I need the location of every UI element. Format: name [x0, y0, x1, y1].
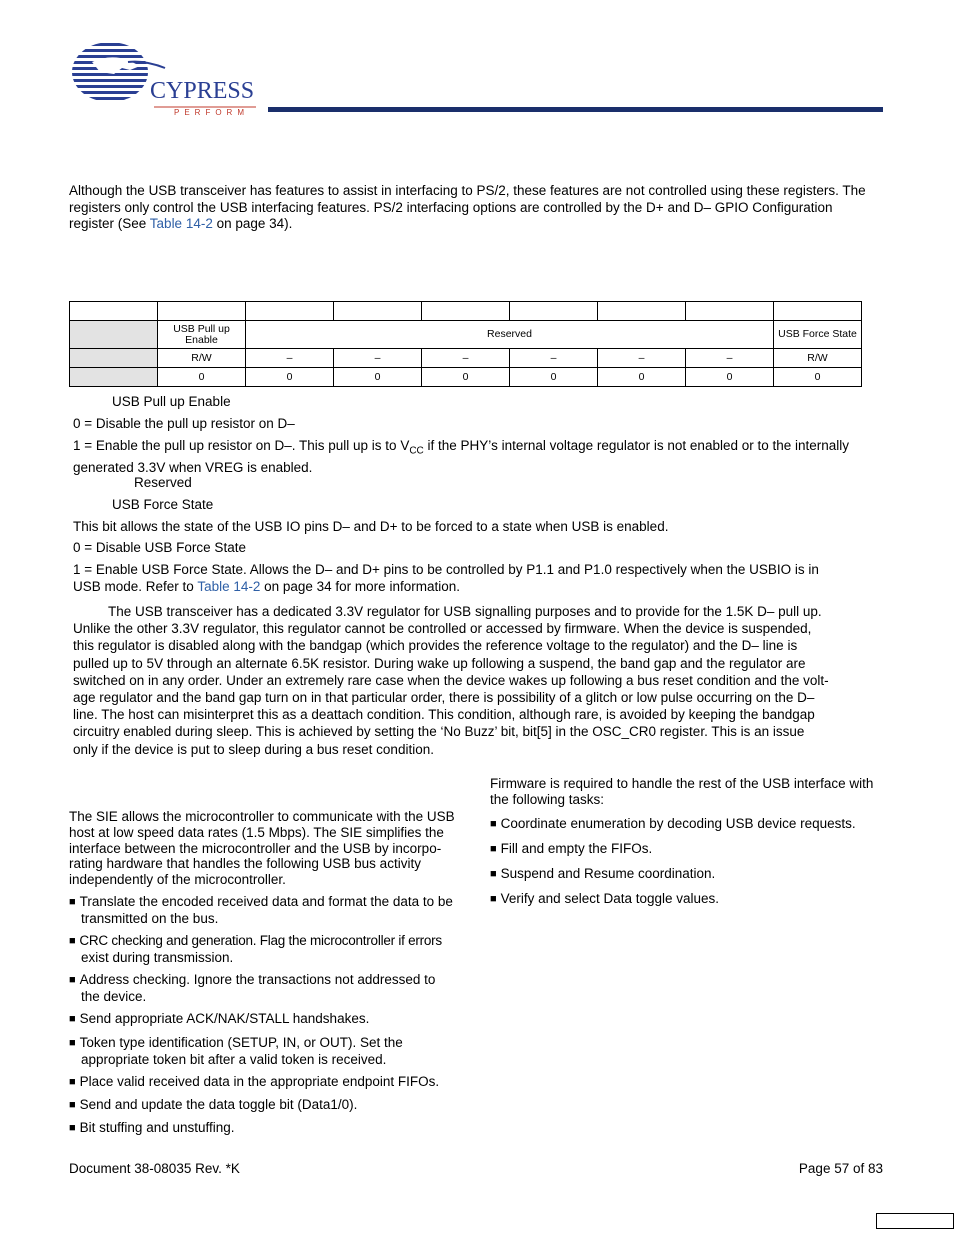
- sie-line: rating hardware that handles the following USB bus activity: [69, 856, 421, 872]
- intro-line: registers only control the USB interfacing features. PS/2 interfacing options are controlled by the D+ and D– GPIO Configuration: [69, 199, 833, 215]
- header-cell: [422, 302, 510, 321]
- brand-name: CYPRESS: [150, 78, 255, 104]
- sie-bullet: [69, 1120, 235, 1137]
- bullet-text: ■ Translate the encoded received data and format the data to be: [69, 894, 453, 909]
- header-cell: [598, 302, 686, 321]
- sie-line: The SIE allows the microcontroller to communicate with the USB: [69, 809, 455, 824]
- row-label-cell: [70, 321, 158, 349]
- vcc-subscript: CC: [409, 445, 424, 457]
- bit0-title: USB Force State: [112, 497, 214, 512]
- bullet-text: ■ Bit stuffing and unstuffing.: [69, 1120, 235, 1135]
- bullet-text: ■ CRC checking and generation. Flag the microcontroller if errors: [69, 933, 442, 948]
- access-cell: –: [510, 349, 598, 368]
- firmware-bullet: [490, 866, 715, 883]
- sie-bullet: [69, 894, 453, 927]
- note-paragraph: [73, 603, 873, 758]
- access-cell: R/W: [774, 349, 862, 368]
- note-line: this regulator is disabled along with the bandgap (which provides the reference voltage to the regulator) and the D– line is: [73, 638, 798, 654]
- bit7-text: 1 = Enable the pull up resistor on D–. This pull up is to V: [73, 438, 410, 453]
- sie-bullet: [69, 1074, 439, 1091]
- sie-bullet: [69, 1097, 357, 1114]
- intro-text: register (See: [69, 216, 150, 231]
- sie-line: host at low speed data rates (1.5 Mbps). The SIE simplifies the: [69, 824, 444, 840]
- bit7-desc-line: [73, 438, 883, 460]
- header-cell: [686, 302, 774, 321]
- row-label-cell: [70, 349, 158, 368]
- reset-cell: 0: [774, 368, 862, 387]
- note-line: switched on in any order. Under an extremely rare case when the device wakes up following a bus reset condition and the volt-: [73, 672, 829, 688]
- reset-cell: 0: [334, 368, 422, 387]
- bullet-text: ■ Place valid received data in the appropriate endpoint FIFOs.: [69, 1074, 439, 1089]
- header-cell: [70, 302, 158, 321]
- reset-cell: 0: [598, 368, 686, 387]
- bullet-continuation: appropriate token bit after a valid token is received.: [81, 1052, 387, 1067]
- reset-cell: 0: [246, 368, 334, 387]
- firmware-line: Firmware is required to handle the rest of the USB interface with: [490, 776, 874, 791]
- bit0-text: USB mode. Refer to: [73, 578, 198, 594]
- sie-bullet: [69, 1035, 403, 1068]
- access-cell: R/W: [158, 349, 246, 368]
- field-row: [70, 321, 862, 349]
- header-cell: [246, 302, 334, 321]
- sie-bullet: [69, 933, 442, 966]
- register-table: [69, 301, 862, 387]
- bullet-continuation: the device.: [81, 989, 147, 1004]
- reserved-title: Reserved: [134, 475, 192, 490]
- reset-cell: 0: [422, 368, 510, 387]
- firmware-paragraph: [490, 776, 884, 808]
- access-cell: –: [334, 349, 422, 368]
- firmware-bullet: [490, 891, 719, 908]
- note-line: circuitry enabled during sleep. This is achieved by setting the ‘No Buzz’ bit, bit[5] in the OSC_CR0 register. This is an issue: [73, 724, 805, 740]
- firmware-bullet: [490, 816, 856, 833]
- cypress-logo: [70, 40, 260, 120]
- firmware-bullet: [490, 841, 652, 858]
- intro-line: Although the USB transceiver has features to assist in interfacing to PS/2, these features are not controlled using these registers. The: [69, 183, 866, 198]
- bullet-text: ■ Send and update the data toggle bit (Data1/0).: [69, 1097, 357, 1112]
- field-usb-pullup-enable: USB Pull up Enable: [158, 321, 246, 349]
- note-line: pulled up to 5V through an alternate 6.5K resistor. During wake up following a suspend, the band gap and the regulator are: [73, 655, 806, 671]
- feedback-box[interactable]: [876, 1213, 954, 1229]
- bullet-text: ■ Send appropriate ACK/NAK/STALL handshakes.: [69, 1011, 369, 1026]
- intro-text: on page 34).: [212, 216, 293, 231]
- bit0-desc-0: 0 = Disable USB Force State: [73, 540, 246, 555]
- reset-cell: 0: [686, 368, 774, 387]
- reset-cell: 0: [158, 368, 246, 387]
- access-row: [70, 349, 862, 368]
- header-cell: [158, 302, 246, 321]
- bit0-desc-line: 1 = Enable USB Force State. Allows the D– and D+ pins to be controlled by P1.1 and P1.0 respectively when the USBIO is in: [73, 562, 819, 577]
- table-header-row: [70, 302, 862, 321]
- document-number: Document 38-08035 Rev. *K: [69, 1161, 240, 1176]
- bullet-continuation: transmitted on the bus.: [81, 911, 219, 926]
- header-cell: [774, 302, 862, 321]
- page-number: Page 57 of 83: [798, 1161, 883, 1176]
- bit7-desc-1: [73, 438, 883, 477]
- header-cell: [334, 302, 422, 321]
- note-line: only if the device is put to sleep during a bus reset condition.: [73, 741, 434, 757]
- bullet-text: ■ Verify and select Data toggle values.: [490, 891, 719, 906]
- access-cell: –: [598, 349, 686, 368]
- note-line: line. The host can misinterpret this as a deattach condition. This condition, although rare, is avoided by keeping the bandgap: [73, 707, 815, 723]
- bit0-text: on page 34 for more information.: [260, 578, 460, 594]
- bit7-desc-0: 0 = Disable the pull up resistor on D–: [73, 416, 295, 431]
- bullet-text: ■ Coordinate enumeration by decoding USB device requests.: [490, 816, 856, 831]
- note-line: Unlike the other 3.3V regulator, this regulator cannot be controlled or accessed by firmware. When the device is suspended,: [73, 621, 812, 637]
- firmware-line: the following tasks:: [490, 792, 605, 807]
- bit0-desc-line: [73, 579, 883, 596]
- bullet-text: ■ Token type identification (SETUP, IN, or OUT). Set the: [69, 1035, 403, 1050]
- access-cell: –: [422, 349, 510, 368]
- table-14-2-link[interactable]: Table 14-2: [197, 578, 261, 594]
- table-14-2-link[interactable]: Table 14-2: [149, 216, 213, 231]
- bit7-desc-line: generated 3.3V when VREG is enabled.: [73, 460, 313, 476]
- access-cell: –: [686, 349, 774, 368]
- sie-line: independently of the microcontroller.: [69, 872, 286, 888]
- header-rule: [268, 107, 883, 112]
- intro-paragraph: [69, 183, 883, 233]
- note-line: age regulator and the band gap turn on in that particular order, there is possibility of a glitch or low pulse occurring on the D–: [73, 690, 815, 706]
- bit7-text: if the PHY’s internal voltage regulator is not enabled or to the internally: [423, 438, 850, 453]
- reset-cell: 0: [510, 368, 598, 387]
- sie-line: interface between the microcontroller and the USB by incorpo-: [69, 840, 442, 856]
- bit7-title: USB Pull up Enable: [112, 394, 231, 409]
- intro-line: [69, 216, 883, 233]
- sie-bullet: [69, 972, 435, 1005]
- sie-bullet: [69, 1011, 369, 1028]
- brand-tagline: PERFORM: [174, 108, 249, 117]
- sie-paragraph: [69, 809, 462, 888]
- note-line: The USB transceiver has a dedicated 3.3V regulator for USB signalling purposes and to provide for the 1.5K D– pull up.: [108, 604, 822, 619]
- field-reserved: Reserved: [246, 321, 774, 349]
- bit0-desc-1: [73, 562, 883, 595]
- row-label-cell: [70, 368, 158, 387]
- bullet-text: ■ Suspend and Resume coordination.: [490, 866, 715, 881]
- bullet-text: ■ Fill and empty the FIFOs.: [490, 841, 652, 856]
- bullet-text: ■ Address checking. Ignore the transactions not addressed to: [69, 972, 435, 987]
- reset-row: [70, 368, 862, 387]
- access-cell: –: [246, 349, 334, 368]
- bit0-desc: This bit allows the state of the USB IO pins D– and D+ to be forced to a state when USB is enabled.: [73, 519, 669, 534]
- field-usb-force-state: USB Force State: [774, 321, 862, 349]
- bullet-continuation: exist during transmission.: [81, 950, 234, 965]
- header-cell: [510, 302, 598, 321]
